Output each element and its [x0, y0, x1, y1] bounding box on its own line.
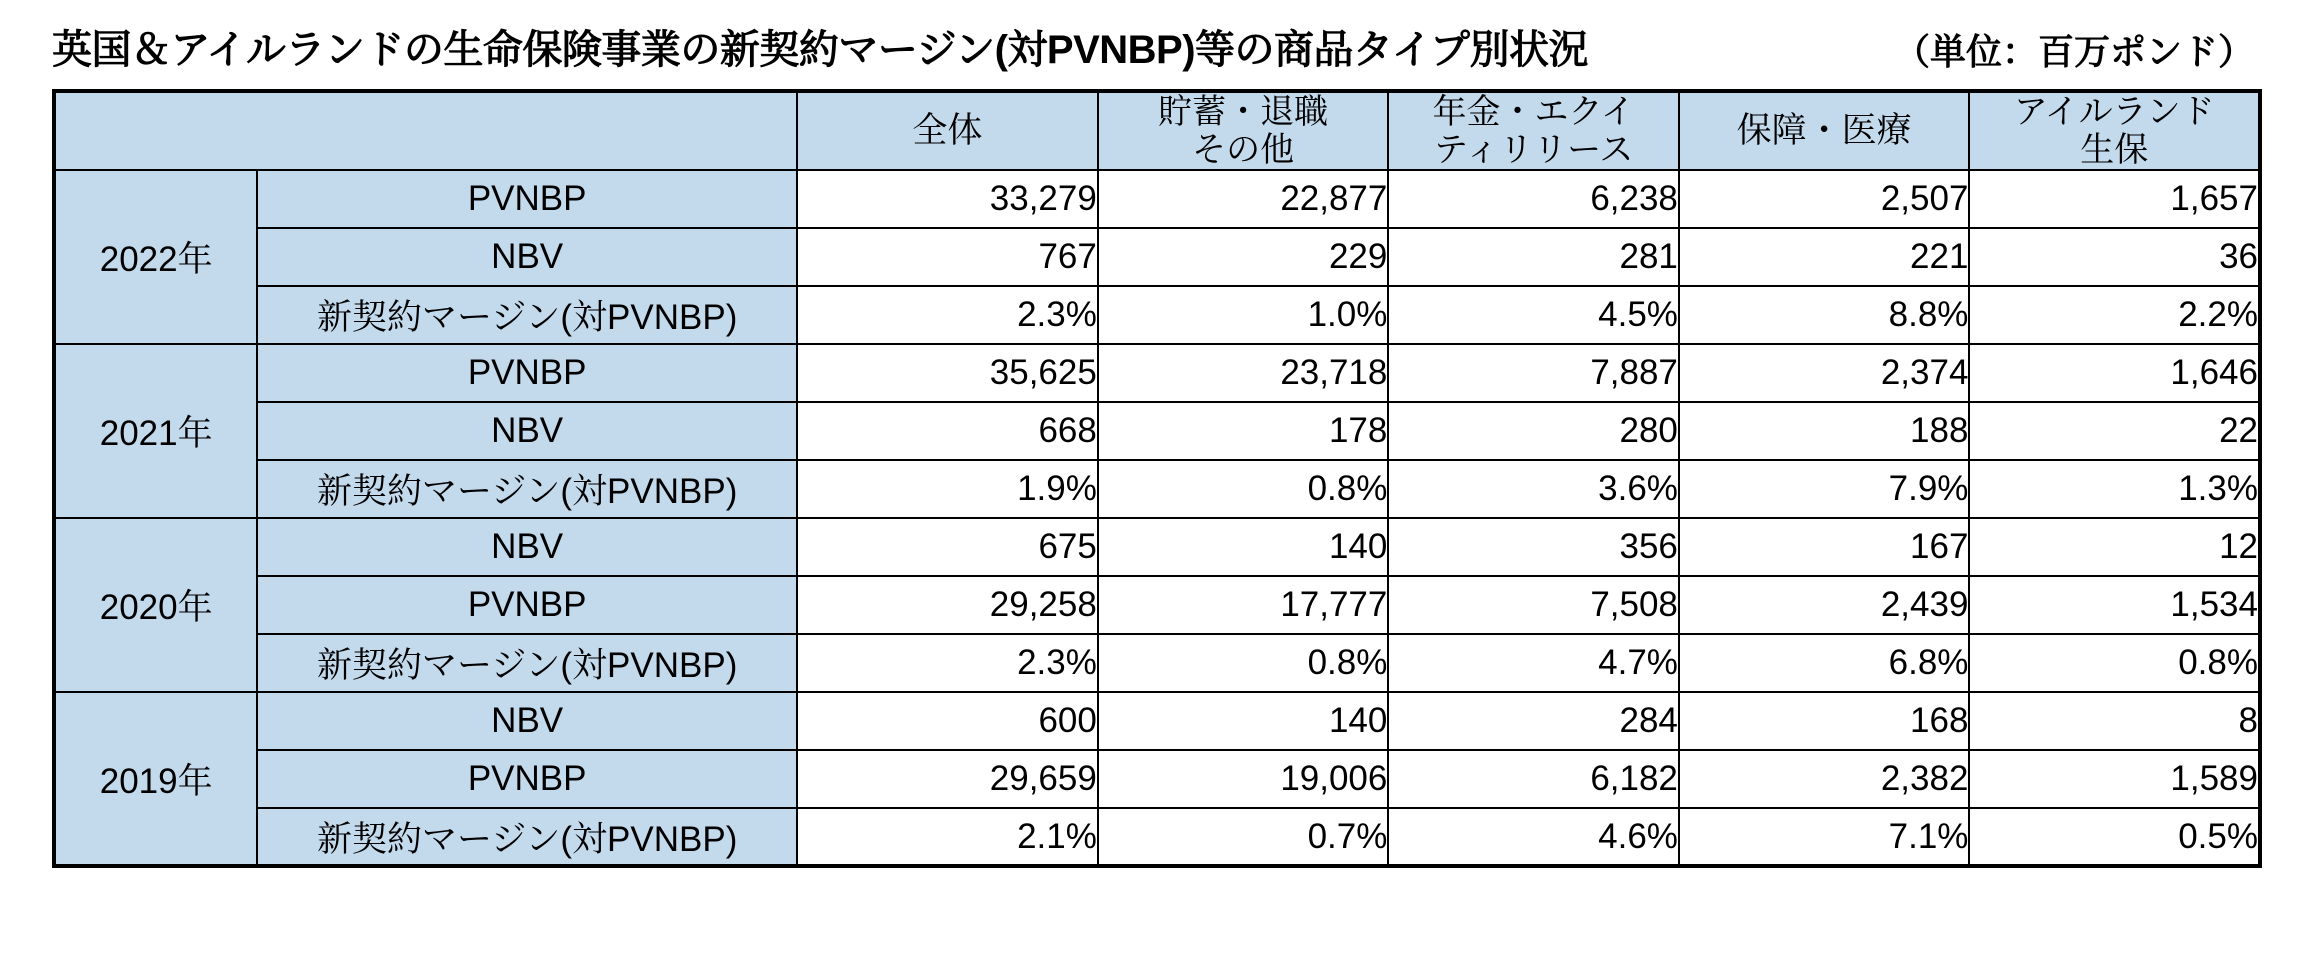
cell-value: 0.8%	[1098, 460, 1389, 518]
cell-value: 23,718	[1098, 344, 1389, 402]
table-row	[54, 402, 2260, 460]
cell-value: 2.1%	[797, 808, 1098, 866]
cell-value: 1,657	[1969, 170, 2260, 228]
table-row	[54, 170, 2260, 228]
cell-value: 1.0%	[1098, 286, 1389, 344]
header-col-ireland-line2: 生保	[2080, 131, 2149, 170]
year-label-2019: 2019年	[54, 692, 257, 866]
row-label: NBV	[257, 402, 797, 460]
cell-value: 4.7%	[1388, 634, 1679, 692]
table-row	[54, 692, 2260, 750]
cell-value: 1.3%	[1969, 460, 2260, 518]
cell-value: 6,238	[1388, 170, 1679, 228]
cell-value: 281	[1388, 228, 1679, 286]
table-row	[54, 228, 2260, 286]
cell-value: 1,534	[1969, 576, 2260, 634]
cell-value: 280	[1388, 402, 1679, 460]
header-col-savings-line1: 貯蓄・退職	[1158, 93, 1329, 131]
cell-value: 17,777	[1098, 576, 1389, 634]
cell-value: 8.8%	[1679, 286, 1970, 344]
row-label: 新契約マージン(対PVNBP)	[257, 634, 797, 692]
year-label-2022: 2022年	[54, 170, 257, 344]
row-label: PVNBP	[257, 344, 797, 402]
cell-value: 29,258	[797, 576, 1098, 634]
cell-value: 4.5%	[1388, 286, 1679, 344]
cell-value: 2,382	[1679, 750, 1970, 808]
cell-value: 0.5%	[1969, 808, 2260, 866]
cell-value: 140	[1098, 692, 1389, 750]
table-row	[54, 576, 2260, 634]
cell-value: 2.3%	[797, 634, 1098, 692]
cell-value: 7,508	[1388, 576, 1679, 634]
cell-value: 0.8%	[1098, 634, 1389, 692]
cell-value: 167	[1679, 518, 1970, 576]
table-row	[54, 344, 2260, 402]
header-col-savings	[1098, 91, 1389, 170]
cell-value: 356	[1388, 518, 1679, 576]
cell-value: 1.9%	[797, 460, 1098, 518]
page-title: 英国＆アイルランドの生命保険事業の新契約マージン(対PVNBP)等の商品タイプ別状況	[52, 28, 1589, 72]
table-row	[54, 808, 2260, 866]
row-label: PVNBP	[257, 576, 797, 634]
header-col-ireland-line1: アイルランド	[2013, 93, 2215, 131]
table-row	[54, 460, 2260, 518]
unit-note: （単位：百万ポンド）	[1893, 31, 2254, 72]
row-label: 新契約マージン(対PVNBP)	[257, 808, 797, 866]
header-col-protection: 保障・医療	[1679, 91, 1970, 170]
cell-value: 140	[1098, 518, 1389, 576]
cell-value: 2,507	[1679, 170, 1970, 228]
year-label-2021: 2021年	[54, 344, 257, 518]
table-row	[54, 750, 2260, 808]
cell-value: 284	[1388, 692, 1679, 750]
cell-value: 6,182	[1388, 750, 1679, 808]
cell-value: 178	[1098, 402, 1389, 460]
table-row	[54, 518, 2260, 576]
cell-value: 221	[1679, 228, 1970, 286]
cell-value: 33,279	[797, 170, 1098, 228]
cell-value: 1,646	[1969, 344, 2260, 402]
cell-value: 4.6%	[1388, 808, 1679, 866]
product-type-table	[52, 89, 2262, 868]
cell-value: 19,006	[1098, 750, 1389, 808]
header-col-savings-line2: その他	[1192, 131, 1295, 170]
cell-value: 6.8%	[1679, 634, 1970, 692]
cell-value: 36	[1969, 228, 2260, 286]
cell-value: 168	[1679, 692, 1970, 750]
cell-value: 7.1%	[1679, 808, 1970, 866]
cell-value: 29,659	[797, 750, 1098, 808]
row-label: NBV	[257, 518, 797, 576]
cell-value: 7.9%	[1679, 460, 1970, 518]
cell-value: 12	[1969, 518, 2260, 576]
title-row	[52, 18, 2262, 75]
cell-value: 35,625	[797, 344, 1098, 402]
header-col-ireland	[1969, 91, 2260, 170]
cell-value: 22	[1969, 402, 2260, 460]
header-col-annuity-line2: ティリリース	[1433, 131, 1634, 170]
cell-value: 668	[797, 402, 1098, 460]
cell-value: 2.2%	[1969, 286, 2260, 344]
row-label: 新契約マージン(対PVNBP)	[257, 286, 797, 344]
row-label: NBV	[257, 692, 797, 750]
table-header-row	[54, 91, 2260, 170]
row-label: 新契約マージン(対PVNBP)	[257, 460, 797, 518]
header-col-annuity	[1388, 91, 1679, 170]
row-label: PVNBP	[257, 750, 797, 808]
cell-value: 2.3%	[797, 286, 1098, 344]
header-col-total: 全体	[797, 91, 1098, 170]
cell-value: 229	[1098, 228, 1389, 286]
table-row	[54, 634, 2260, 692]
row-label: PVNBP	[257, 170, 797, 228]
header-corner	[54, 91, 797, 170]
cell-value: 22,877	[1098, 170, 1389, 228]
cell-value: 8	[1969, 692, 2260, 750]
table-row	[54, 286, 2260, 344]
cell-value: 0.8%	[1969, 634, 2260, 692]
cell-value: 3.6%	[1388, 460, 1679, 518]
cell-value: 600	[797, 692, 1098, 750]
row-label: NBV	[257, 228, 797, 286]
cell-value: 7,887	[1388, 344, 1679, 402]
cell-value: 0.7%	[1098, 808, 1389, 866]
year-label-2020: 2020年	[54, 518, 257, 692]
header-col-annuity-line1: 年金・エクイ	[1432, 93, 1635, 131]
cell-value: 1,589	[1969, 750, 2260, 808]
cell-value: 2,374	[1679, 344, 1970, 402]
cell-value: 675	[797, 518, 1098, 576]
cell-value: 767	[797, 228, 1098, 286]
cell-value: 2,439	[1679, 576, 1970, 634]
cell-value: 188	[1679, 402, 1970, 460]
